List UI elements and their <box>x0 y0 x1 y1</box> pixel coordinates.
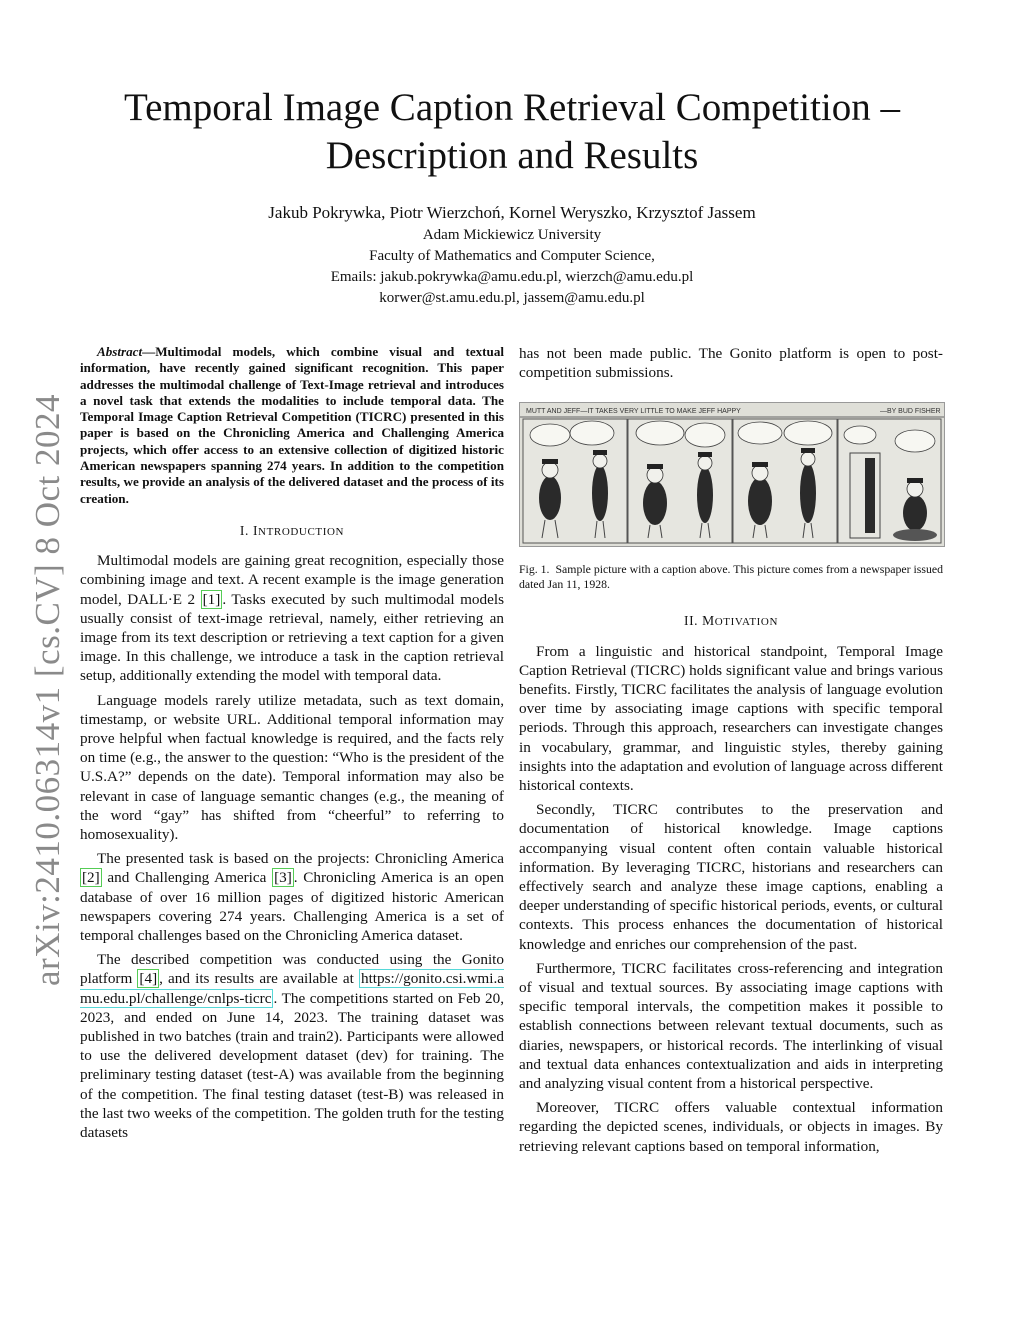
right-column <box>519 344 943 1156</box>
motivation-paragraph-1: From a linguistic and historical standpoint, Temporal Image Caption Retrieval (TICRC) holds significant value and brings various benefits. Firstly, TICRC facilitates the analysis of language evolution over time by associating image captions with specific temporal periods. Through this approach, researchers can investigate changes in vocabulary, grammar, and linguistic styles, thereby gaining insights into the adaptation and evolution of language across different historical contexts. <box>519 642 943 795</box>
left-column <box>80 344 504 1142</box>
citation-link-1[interactable]: [1] <box>202 590 221 608</box>
section-heading-motivation: II. MOTIVATION <box>683 613 778 629</box>
motivation-paragraph-4: Moreover, TICRC offers valuable contextual information regarding the depicted scenes, individuals, or objects in images. By retrieving relevant captions based on temporal information, <box>519 1099 943 1155</box>
author-emails-2: korwer@st.amu.edu.pl, jassem@amu.edu.pl <box>379 290 645 306</box>
motivation-paragraph-2: Secondly, TICRC contributes to the preservation and documentation of historical knowledge. Image captions accompanying visual content often contain valuable historical information. By leveraging TICRC, historians and researchers can effectively search and analyze these image captions, enabling a deeper understanding of specific historical periods, events, or cultural contexts. This process enhances the documentation of historical knowledge and enriches our comprehension of the past. <box>519 801 943 953</box>
author-names: Jakub Pokrywka, Piotr Wierzchoń, Kornel Weryszko, Krzysztof Jassem <box>268 203 756 222</box>
intro-paragraph-2: Language models rarely utilize metadata, such as text domain, timestamp, or website URL. Additional temporal information may prove helpful when factual knowledge is required, and the facts rely on time (e.g., the answer to the question: “Who is the president of the U.S.A?” depends on the date). Temporal information may also be relevant in case of language semantic changes (e.g., the meaning of the word “gay” has shifted from “cheerful” to referring to homosexuality). <box>80 691 504 844</box>
abstract-text: —Multimodal models, which combine visual and textual information, have recently gained significant recognition. This paper addresses the multimodal challenge of Text-Image retrieval and introduces a novel task that extends the modalities to include temporal data. The Temporal Image Caption Retrieval Competition (TICRC) presented in this paper is based on the Chronicling America and Challenging America projects, which offer access to an extensive collection of digitized historic American newspapers spanning 274 years. In addition to the competition results, we provide an analysis of the delivered dataset and the process of its creation. <box>80 344 504 506</box>
citation-link-4[interactable]: [4] <box>139 970 158 988</box>
arxiv-identifier: arXiv:2410.06314v1 [cs.CV] 8 Oct 2024 <box>28 393 67 987</box>
competition-url-link[interactable]: https://gonito.csi.wmi.amu.edu.pl/challenge/cnlps-ticrc <box>80 970 504 1007</box>
abstract <box>80 344 504 507</box>
author-block <box>160 202 864 309</box>
continued-paragraph: has not been made public. The Gonito platform is open to post-competition submissions. <box>519 345 943 382</box>
figure-caption-text: Sample picture with a caption above. This picture comes from a newspaper issued dated Jan 11, 1928. <box>519 562 944 591</box>
citation-link-2[interactable]: [2] <box>82 869 100 887</box>
comic-strip-figure <box>519 402 945 547</box>
comic-header-title: MUTT AND JEFF—IT TAKES VERY LITTLE TO MAKE JEFF HAPPY <box>526 408 741 416</box>
affiliation-university: Adam Mickiewicz University <box>422 227 602 243</box>
figure-caption <box>519 562 943 591</box>
motivation-paragraph-3: Furthermore, TICRC facilitates cross-referencing and integration of visual and textual sources. By associating image captions with specific temporal intervals, the competition makes it possible to establish connections between relevant textual documents, such as diaries, newspapers, or historical records. The interlinking of visual and textual data enhances contextualization and aids in interpreting and analyzing visual content from a historical perspective. <box>519 959 943 1093</box>
title-line-1: Temporal Image Caption Retrieval Competition – <box>123 86 900 129</box>
paper-title <box>60 84 964 180</box>
affiliation-faculty: Faculty of Mathematics and Computer Science, <box>369 248 655 264</box>
title-line-2: Description and Results <box>325 134 699 177</box>
author-emails-1: Emails: jakub.pokrywka@amu.edu.pl, wierzch@amu.edu.pl <box>330 269 694 285</box>
intro-paragraph-3: The presented task is based on the projects: Chronicling America [2] and Challenging America [3] . Chronicling America is an open database of over 16 million pages of digitized historic American newspapers covering 274 years. Challenging America is a set of temporal challenges based on the Chronicling America dataset. <box>80 850 504 945</box>
section-heading-introduction: I. INTRODUCTION <box>239 522 345 538</box>
intro-paragraph-1: Multimodal models are gaining great recognition, especially those combining image and text. A recent example is the image generation model, DALL·E 2 [1] . Tasks executed by such multimodal models usually consist of text-image retrieval, namely, either retrieving an image from its text description or retrieving a text caption for a given image. In this challenge, we introduce a task in the caption retrieval setup, additionally extending the model with temporal data. <box>80 552 504 685</box>
comic-header-credit: —BY BUD FISHER <box>880 408 941 416</box>
intro-paragraph-4: The described competition was conducted using the Gonito platform [4] , and its results are available at https://gonito.csi.wmi.amu.edu.pl/challenge/cnlps-ticrc . The competitions started on Feb 20, 2023, and ended on June 14, 2023. The training dataset was published in two batches (train and train2). Participants were allowed to use the delivered development dataset (dev) for training. The preliminary testing dataset (test-A) was available from the beginning of the competition. The final testing dataset (test-B) was released in the last two weeks of the competition. The golden truth for the testing datasets <box>80 951 504 1142</box>
comic-strip-image <box>520 403 944 546</box>
figure-caption-label: Fig. 1. <box>519 562 550 577</box>
abstract-label: Abstract <box>97 344 143 359</box>
citation-link-3[interactable]: [3] <box>274 869 292 887</box>
